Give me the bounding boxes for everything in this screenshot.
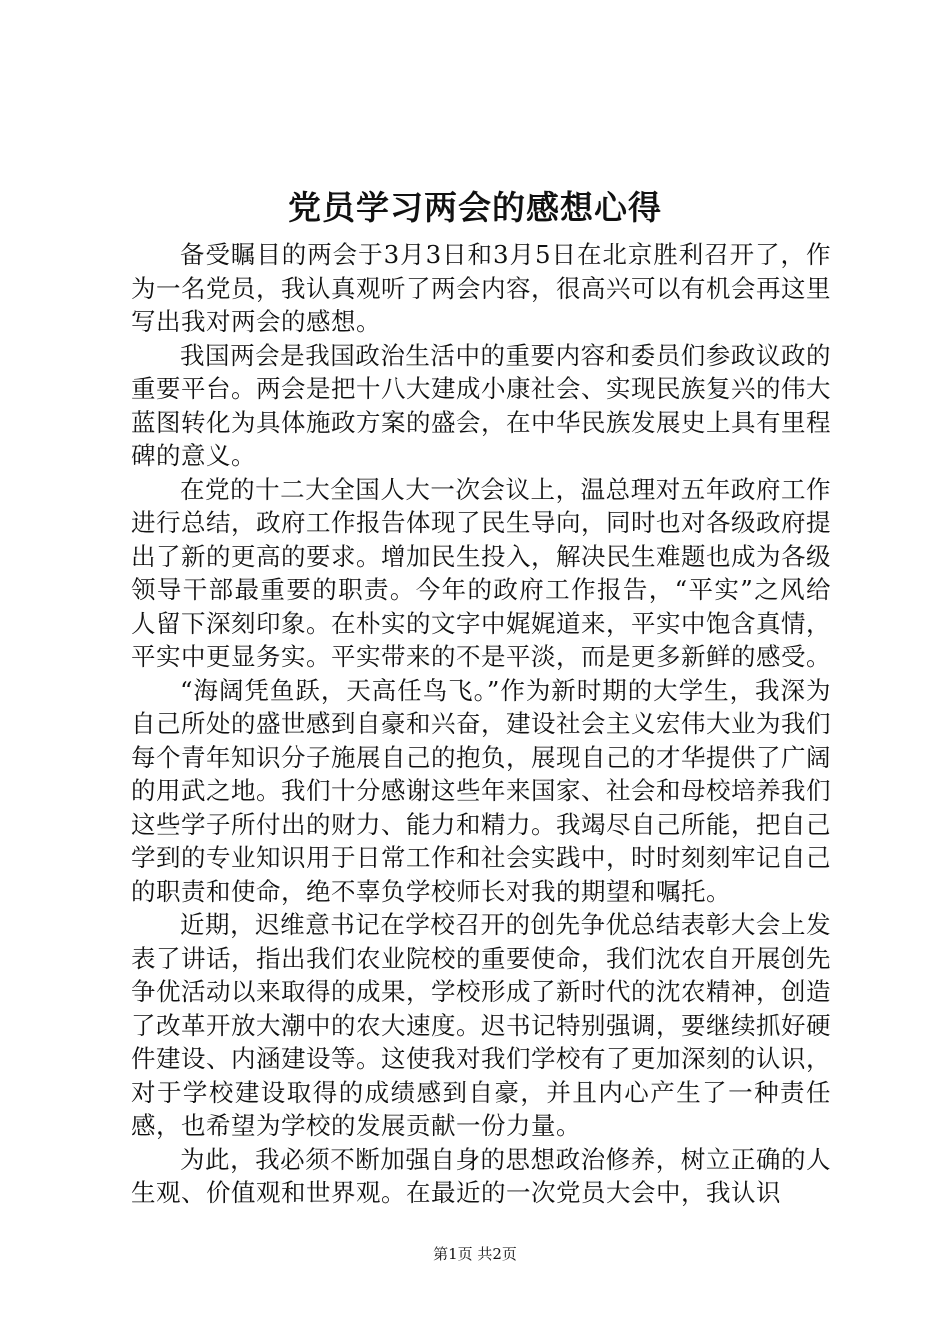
paragraph: 备受瞩目的两会于3月3日和3月5日在北京胜利召开了，作为一名党员，我认真观听了两会内容，很高兴可以有机会再这里写出我对两会的感想。 bbox=[131, 240, 831, 336]
paragraph: 近期，迟维意书记在学校召开的创先争优总结表彰大会上发表了讲话，指出我们农业院校的重要使命，我们沈农自开展创先争优活动以来取得的成果，学校形成了新时代的沈农精神，创造了改革开放大潮中的农大速度。迟书记特别强调，要继续抓好硬件建设、内涵建设等。这使我对我们学校有了更加深刻的认识，对于学校建设取得的成绩感到自豪，并且内心产生了一种责任感，也希望为学校的发展贡献一份力量。 bbox=[131, 910, 831, 1140]
paragraph: 我国两会是我国政治生活中的重要内容和委员们参政议政的重要平台。两会是把十八大建成小康社会、实现民族复兴的伟大蓝图转化为具体施政方案的盛会，在中华民族发展史上具有里程碑的意义。 bbox=[131, 340, 831, 470]
page-number-footer: 第1页 共2页 bbox=[433, 1245, 517, 1263]
paragraph: 在党的十二大全国人大一次会议上，温总理对五年政府工作进行总结，政府工作报告体现了民生导向，同时也对各级政府提出了新的更高的要求。增加民生投入，解决民生难题也成为各级领导干部最重要的职责。今年的政府工作报告，“平实”之风给人留下深刻印象。在朴实的文字中娓娓道来，平实中饱含真情，平实中更显务实。平实带来的不是平淡，而是更多新鲜的感受。 bbox=[131, 474, 831, 671]
document-title: 党员学习两会的感想心得 bbox=[288, 188, 662, 227]
document-body bbox=[131, 238, 831, 1210]
paragraph: “海阔凭鱼跃，天高任鸟飞。”作为新时期的大学生，我深为自己所处的盛世感到自豪和兴奋，建设社会主义宏伟大业为我们每个青年知识分子施展自己的抱负，展现自己的才华提供了广阔的用武之地。我们十分感谢这些年来国家、社会和母校培养我们这些学子所付出的财力、能力和精力。我竭尽自己所能，把自己学到的专业知识用于日常工作和社会实践中，时时刻刻牢记自己的职责和使命，绝不辜负学校师长对我的期望和嘱托。 bbox=[131, 675, 831, 906]
paragraph: 为此，我必须不断加强自身的思想政治修养，树立正确的人生观、价值观和世界观。在最近的一次党员大会中，我认识 bbox=[131, 1144, 831, 1207]
